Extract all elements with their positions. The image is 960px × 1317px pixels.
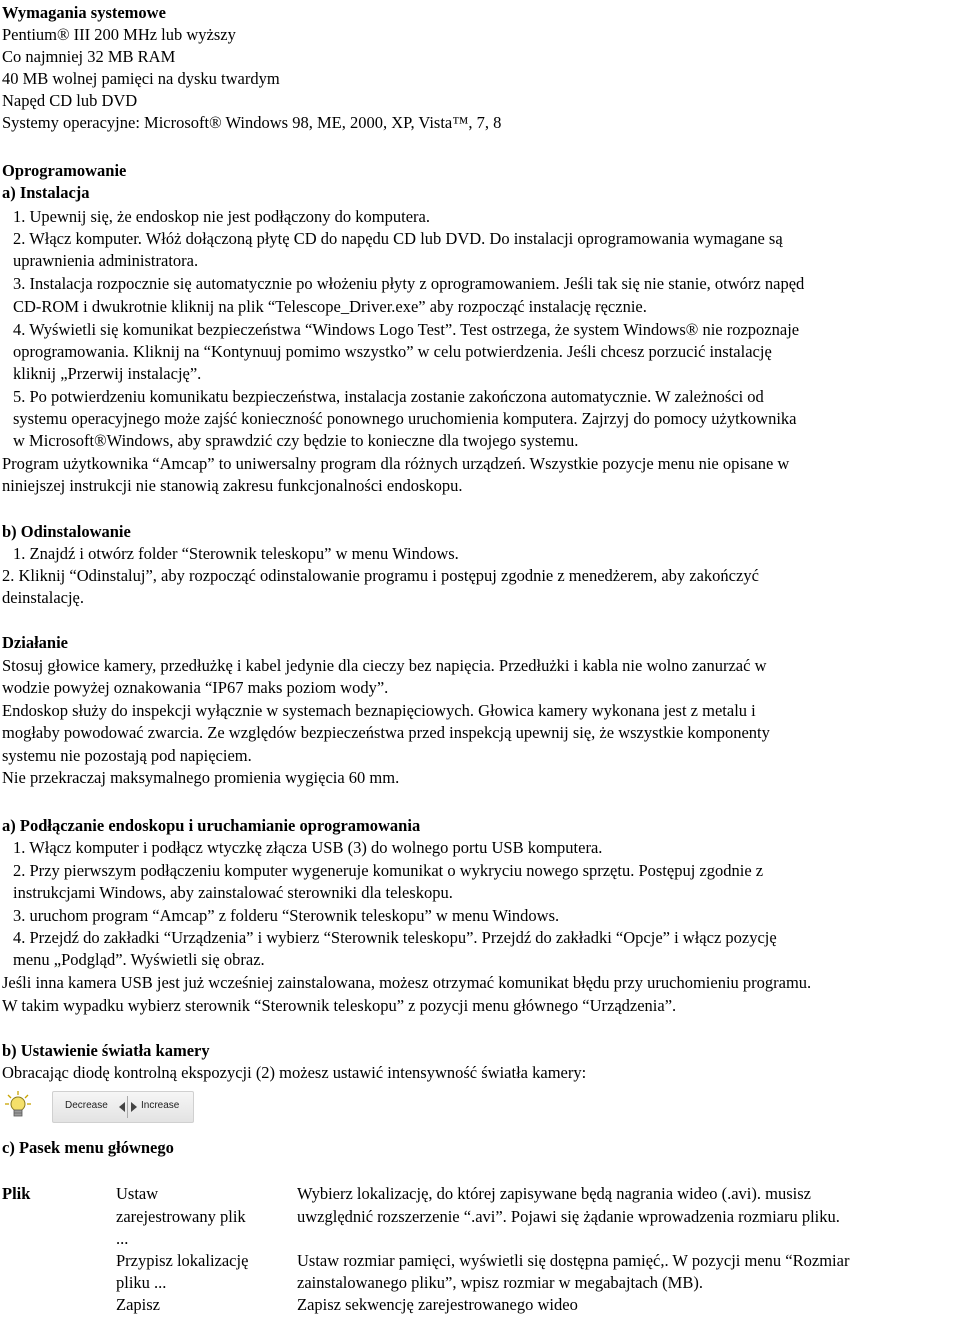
menu-item-label: zarejestrowany plik — [116, 1207, 246, 1226]
uninstall-step: deinstalację. — [2, 588, 85, 607]
install-step: uprawnienia administratora. — [13, 251, 199, 270]
operation-line: mogłaby powodować zwarcia. Ze względów bezpieczeństwa przed inspekcją upewnij się, że wszystkie komponenty — [2, 723, 770, 742]
requirement-line: Pentium® III 200 MHz lub wyższy — [2, 25, 236, 44]
requirement-line: Napęd CD lub DVD — [2, 91, 138, 110]
menu-group-file: Plik — [2, 1184, 31, 1203]
operation-line: Nie przekraczaj maksymalnego promienia wygięcia 60 mm. — [2, 768, 400, 787]
arrow-right-icon — [131, 1102, 137, 1112]
install-step: 4. Wyświetli się komunikat bezpieczeństwa “Windows Logo Test”. Test ostrzega, że system Windows® nie rozpoznaje — [13, 320, 800, 339]
uninstall-step: 1. Znajdź i otwórz folder “Sterownik teleskopu” w menu Windows. — [13, 544, 459, 563]
operation-line: Endoskop służy do inspekcji wyłącznie w systemach beznapięciowych. Głowica kamery wykonana jest z metalu i — [2, 701, 756, 720]
connect-step: menu „Podgląd”. Wyświetli się obraz. — [13, 950, 265, 969]
amcap-paragraph: Program użytkownika “Amcap” to uniwersalny program dla różnych urządzeń. Wszystkie pozycje menu nie opisane w — [2, 454, 790, 473]
connect-note: W takim wypadku wybierz sterownik “Sterownik teleskopu” z pozycji menu głównego “Urządzenia”. — [2, 996, 677, 1015]
install-heading: a) Instalacja — [2, 183, 90, 202]
uninstall-heading: b) Odinstalowanie — [2, 522, 131, 541]
connect-note: Jeśli inna kamera USB jest już wcześniej zainstalowana, możesz otrzymać komunikat błędu przy uruchomieniu programu. — [2, 973, 812, 992]
software-heading: Oprogramowanie — [2, 161, 127, 180]
operation-line: wodzie powyżej oznakowania “IP67 maks poziom wody”. — [2, 678, 389, 697]
install-step: kliknij „Przerwij instalację”. — [13, 364, 202, 383]
install-step: 5. Po potwierdzeniu komunikatu bezpieczeństwa, instalacja zostanie zakończona automatycznie. W zależności od — [13, 387, 764, 406]
menu-item-description: Ustaw rozmiar pamięci, wyświetli się dostępna pamięć,. W pozycji menu “Rozmiar — [297, 1251, 850, 1270]
connect-step: 4. Przejdź do zakładki “Urządzenia” i wybierz “Sterownik teleskopu”. Przejdź do zakładki “Opcje” i włącz pozycję — [13, 928, 777, 947]
install-step: oprogramowania. Kliknij na “Kontynuuj pomimo wszystko” w celu potwierdzenia. Jeśli chcesz porzucić instalację — [13, 342, 772, 361]
menu-item-description: uwzględnić rozszerzenie “.avi”. Pojawi się żądanie wprowadzenia rozmiaru pliku. — [297, 1207, 840, 1226]
connect-step: 2. Przy pierwszym podłączeniu komputer wygeneruje komunikat o wykryciu nowego sprzętu. Postępuj zgodnie z — [13, 861, 764, 880]
connect-step: 3. uruchom program “Amcap” z folderu “Sterownik teleskopu” w menu Windows. — [13, 906, 560, 925]
operation-line: Stosuj głowice kamery, przedłużkę i kabel jedynie dla cieczy bez napięcia. Przedłużki i kabla nie wolno zanurzać w — [2, 656, 767, 675]
light-instruction: Obracając diodę kontrolną ekspozycji (2) możesz ustawić intensywność światła kamery: — [2, 1063, 587, 1082]
menu-item-label: Przypisz lokalizację — [116, 1251, 249, 1270]
light-bulb-icon — [4, 1090, 32, 1120]
install-step: 1. Upewnij się, że endoskop nie jest podłączony do komputera. — [13, 207, 430, 226]
divider — [127, 1096, 128, 1118]
menu-item-description: Wybierz lokalizację, do której zapisywane będą nagrania wideo (.avi). musisz — [297, 1184, 811, 1203]
light-control-image — [2, 1088, 192, 1124]
install-step: 3. Instalacja rozpocznie się automatycznie po włożeniu płyty z oprogramowaniem. Jeśli tak się nie stanie, otwórz napęd — [13, 274, 805, 293]
amcap-paragraph: niniejszej instrukcji nie stanowią zakresu funkcjonalności endoskopu. — [2, 476, 463, 495]
light-control-strip — [52, 1091, 194, 1123]
menu-item-label: Ustaw — [116, 1184, 159, 1203]
menu-item-label: ... — [116, 1229, 129, 1248]
connect-heading: a) Podłączanie endoskopu i uruchamianie oprogramowania — [2, 816, 421, 835]
menu-item-description: Zapisz sekwencję zarejestrowanego wideo — [297, 1295, 578, 1314]
requirements-heading: Wymagania systemowe — [2, 3, 166, 22]
arrow-left-icon — [119, 1102, 125, 1112]
install-step: w Microsoft®Windows, aby sprawdzić czy będzie to konieczne dla twojego systemu. — [13, 431, 579, 450]
requirement-line: Systemy operacyjne: Microsoft® Windows 98, ME, 2000, XP, Vista™, 7, 8 — [2, 113, 502, 132]
increase-button[interactable]: Increase — [141, 1100, 180, 1111]
menu-item-label: pliku ... — [116, 1273, 167, 1292]
operation-line: systemu nie pozostają pod napięciem. — [2, 746, 252, 765]
menu-heading: c) Pasek menu głównego — [2, 1138, 174, 1157]
requirement-line: Co najmniej 32 MB RAM — [2, 47, 176, 66]
menu-item-description: zainstalowanego pliku”, wpisz rozmiar w megabajtach (MB). — [297, 1273, 703, 1292]
decrease-button[interactable]: Decrease — [65, 1100, 108, 1111]
uninstall-step: 2. Kliknij “Odinstaluj”, aby rozpocząć odinstalowanie programu i postępuj zgodnie z menedżerem, aby zakończyć — [2, 566, 759, 585]
operation-heading: Działanie — [2, 633, 68, 652]
menu-item-label: Zapisz — [116, 1295, 160, 1314]
install-step: CD-ROM i dwukrotnie kliknij na plik “Telescope_Driver.exe” aby rozpocząć instalację ręcznie. — [13, 297, 647, 316]
connect-step: 1. Włącz komputer i podłącz wtyczkę złącza USB (3) do wolnego portu USB komputera. — [13, 838, 603, 857]
requirement-line: 40 MB wolnej pamięci na dysku twardym — [2, 69, 280, 88]
light-heading: b) Ustawienie światła kamery — [2, 1041, 210, 1060]
install-step: 2. Włącz komputer. Włóż dołączoną płytę CD do napędu CD lub DVD. Do instalacji oprogramowania wymagane są — [13, 229, 783, 248]
connect-step: instrukcjami Windows, aby zainstalować sterowniki dla teleskopu. — [13, 883, 453, 902]
install-step: systemu operacyjnego może zajść konieczność ponownego uruchomienia komputera. Zajrzyj do pomocy użytkownika — [13, 409, 797, 428]
